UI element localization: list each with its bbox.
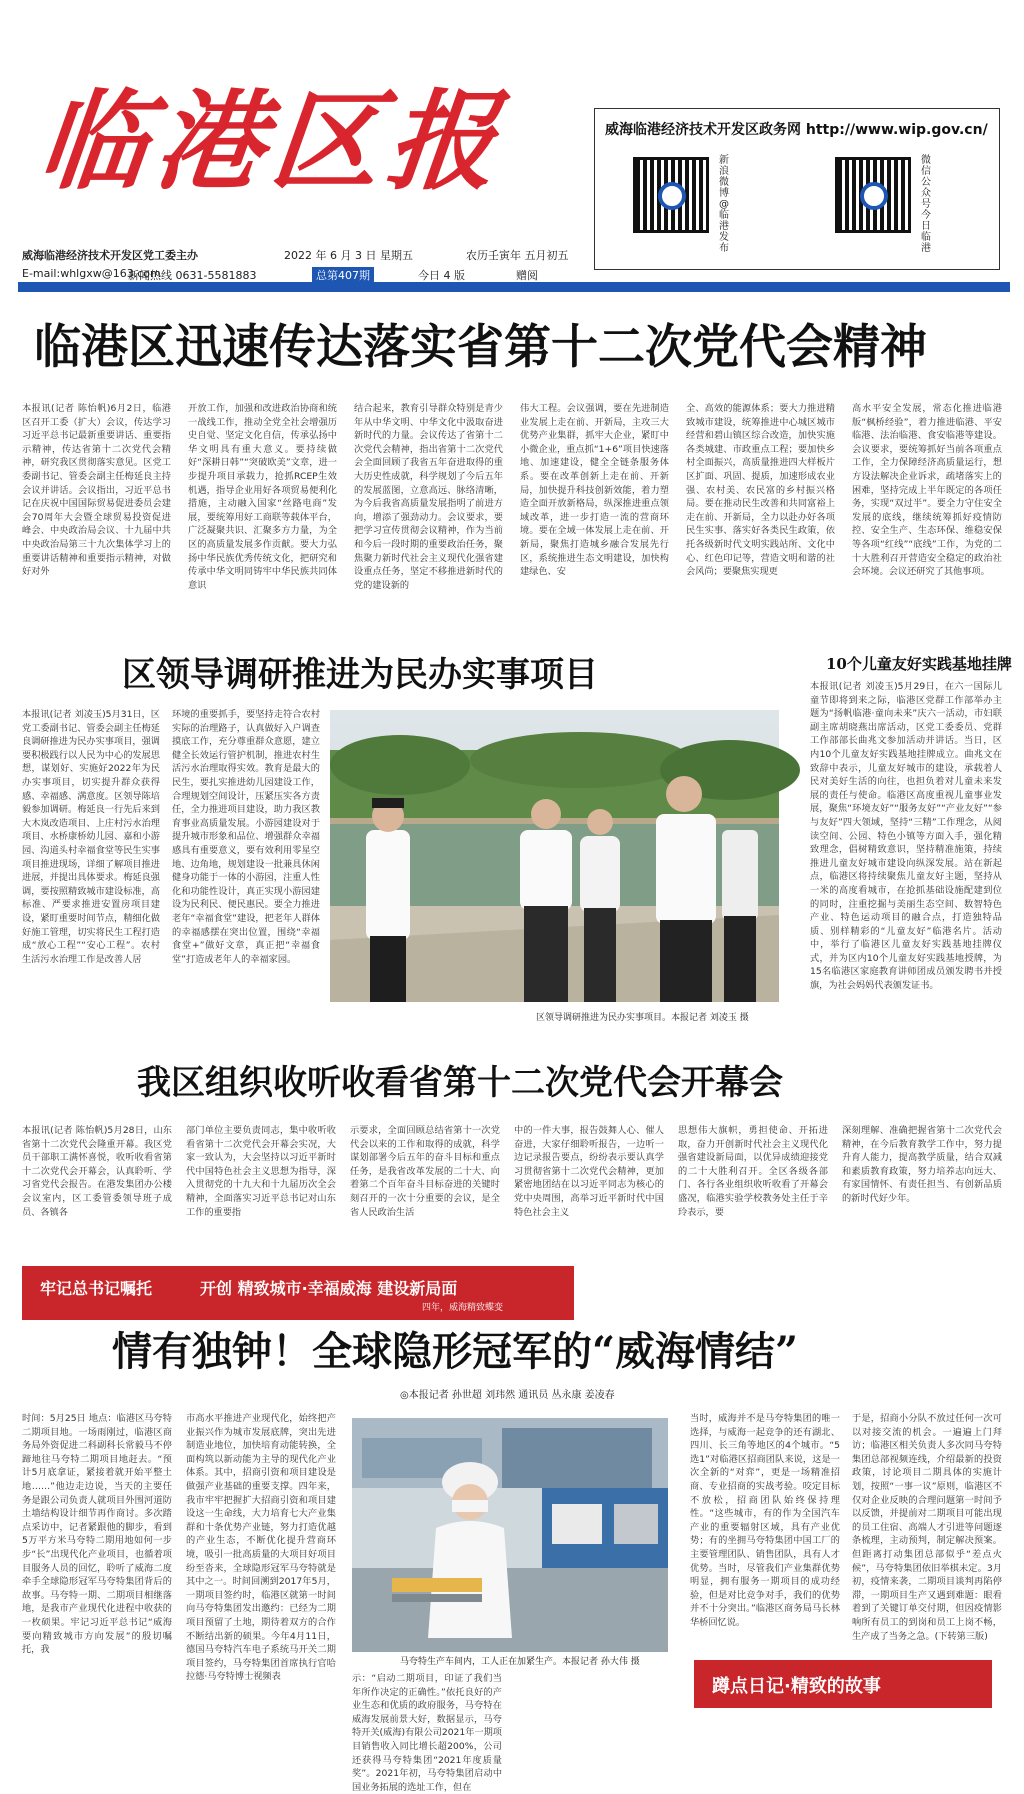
qr-panel bbox=[594, 108, 1000, 270]
qr-label-wechat: 微信公众号今日临港 bbox=[921, 155, 931, 254]
page-count: 今日 4 版 bbox=[418, 269, 465, 282]
hotline: 新闻热线 0631-5581883 bbox=[128, 269, 257, 282]
article1-headline: 临港区迅速传达落实省第十二次党代会精神 bbox=[34, 320, 927, 375]
article2-photo bbox=[330, 710, 779, 1002]
weekday: 星期五 bbox=[380, 249, 413, 262]
article4-column: 思想伟大旗帜，勇担使命、开拓进取，奋力开创新时代社会主义现代化强省建设新局面，以优异成绩迎接党的二十大胜利召开。全区各级各部门、各行各业组织收听收看了开幕会盛况，临港实验学校教务处主任于辛玲表示，要 bbox=[678, 1125, 828, 1218]
column-banner-text: 蹲点日记·精致的故事 bbox=[712, 1676, 881, 1697]
article1-column: 本报讯(记者 陈怡帆)6月2日，临港区召开工委（扩大）会议，传达学习习近平总书记最新重要讲话、重要指示精神，传达省第十二次党代会精神，研究我区贯彻落实意见。区党工委副书记、管委会副主任梅延良主持会议并讲话。会议指出，习近平总书记在庆祝中国国际贸易促进委员会建会70周年大会暨全球贸易投资促进峰会、中央政治局会议、十九届中共中央政治局第三十九次集体学习上的重要讲话精神和重要指示精神，对做好对外 bbox=[22, 403, 171, 578]
article5-column: 于是，招商小分队不放过任何一次可以对接交流的机会。一遍遍上门拜访；临港区相关负责人多次同马夸特集团总部视频连线，介绍最新的投资政策，讨论项目二期具体的实施计划，按照“一事一议”原则，临港区不仅对企业反映的合理问题第一时间予以反馈，并提前对二期项目可能出现的员工住宿、高端人才引进等问题逐条梳理，主动预判，制定解决预案。但距离打动集团总部似乎“差点火候”，马夸特集团依旧举棋未定。3月初，疫情来袭，二期项目谈判再陷停滞，一期项目生产又遇到难题：眼看着到了关键订单交付期，但因疫情影响所有员工的到岗和员工上岗不畅，生产成了当务之急。(下转第三版) bbox=[852, 1413, 1002, 1642]
article5-column: 时间：5月25日 地点：临港区马夸特二期项目地。一场雨刚过，临港区商务局外资促进二科副科长常毅马不停蹄地往马夸特二期项目地赶去。“预计5月底拿证，紧接着就开始平整土地……”他边走边说，当天的主要任务是跟公司负责人就项目外围河道防土墙结构设计细节再作商讨。多次踏点采访中，记者紧跟他的脚步，看到5万平方米马夸特二期用地如何一步步“长”出现代化产业项目，也循着项目服务人员的回忆，聆听了威海二度牵手全球隐形冠军马夸特集团背后的故事。马夸特一期、二期项目相继落地，是我市产业现代化进程中收获的一枚硕果。牢记习近平总书记“威海要向精致城市方向发展”的殷切嘱托，我 bbox=[22, 1413, 172, 1656]
article5-caption: 马夸特生产车间内，工人正在加紧生产。本报记者 孙大伟 摄 bbox=[400, 1657, 640, 1667]
article5-photo bbox=[352, 1418, 668, 1652]
article1-column: 全、高效的能源体系；要大力推进精致城市建设，统筹推进中心城区城市经营和碧山镇区综合改造，加快实施各类城建、市政重点工程；要加快乡村全面振兴，高质量推进四大样板片区扩面、巩固、提质，加速形成农业强、农村美、农民富的乡村振兴格局。要在推动民生改善和共同富裕上走在前、开新局，全力以赴办好各项民生实事、落实好各类民生政策，依托各级新时代文明实践站所、文化中心、红色印记等，营造文明和谐的社会风尚；要聚焦实现更 bbox=[686, 403, 835, 578]
masthead-title: 临港区报 bbox=[33, 79, 511, 205]
publisher: 威海临港经济技术开发区党工委主办 bbox=[22, 249, 198, 262]
article1-column: 结合起来，教育引导群众特别是青少年从中华文明、中华文化中汲取奋进新时代的力量。会议传达了省第十二次党代会精神，指出省第十二次党代会全面回顾了我省五年奋进取得的重大历史性成就，科学规划了今后五年的发展蓝图，立意高远、脉络清晰，为今后我省高质量发展指明了前进方向，增添了强劲动力。会议要求，要把学习宣传贯彻会议精神，作为当前和今后一段时期的重要政治任务，聚焦聚力新时代社会主义现代化强省建设重点任务，坚定不移推进新时代的党的建设新的 bbox=[354, 403, 503, 591]
article2-headline: 区领导调研推进为民办实事项目 bbox=[122, 655, 598, 695]
qr-code-weibo[interactable] bbox=[633, 157, 709, 233]
campaign-banner bbox=[22, 1266, 574, 1320]
issue-number: 总第407期 bbox=[312, 267, 374, 283]
article5-byline: ◎本报记者 孙世超 刘玮然 通讯员 丛永康 姜凌春 bbox=[400, 1390, 615, 1401]
article1-column: 开放工作，加强和改进政治协商和统一战线工作，推动全党全社会增强历史自觉、坚定文化自信，传承弘扬中华文明具有重大意义。要持续做好“深耕日韩”“突破欧美”文章，进一步提升项目承载力，抢抓RCEP生效机遇，指导企业用好各项贸易便利化措施，主动融入国家“丝路电商”发展，要统筹用好工商联等载体平台，广泛凝聚共识、汇聚多方力量，为全区的高质量发展多作贡献。要大力弘扬中华民族优秀传统文化，把研究和传承中华文明同铸牢中华民族共同体意识 bbox=[188, 403, 337, 591]
article3-headline: 10个儿童友好实践基地挂牌 bbox=[826, 655, 1012, 673]
article4-column: 深刻理解、准确把握省第十二次党代会精神，在今后教育教学工作中，努力提升育人能力，提高教学质量，结合双减和素质教育政策，努力培养志向远大、有家国情怀、有责任担当、有创新品质的新时代好少年。 bbox=[842, 1125, 1002, 1204]
banner-slogan-right: 开创 精致城市·幸福威海 建设新局面 bbox=[200, 1279, 458, 1298]
banner-slogan-left: 牢记总书记嘱托 bbox=[40, 1279, 153, 1298]
article3-body: 本报讯(记者 刘凌玉)5月29日，在六一国际儿童节即将到来之际，临港区党群工作部举办主题为“扬帆临港·童向未来”庆六一活动，市妇联副主席胡晓燕出席活动，区党工委委员、党群工作部部长曲兆文参加活动并讲话。当日，区内10个儿童友好实践基地挂牌成立。曲兆文在致辞中表示，儿童友好城市的建设，承载着人民对美好生活的向往，也担负着对儿童未来发展的责任与使命。临港区高度重视儿童事业发展，聚焦“环境友好”“服务友好”“产业友好”“参与友好”四大领域，坚持“三精”工作理念，从阅读空间、公园、特色小镇等方面入手，强化精致理念，倡树精致意识，坚持精准施策，持续推进儿童友好城市建设向纵深发展。站在新起点，临港区将持续聚焦儿童友好主题，坚持从一米的高度看城市，在抢抓基础设施配建到位的同时，注重挖掘与美丽生态空间、数智特色产业、特色运动项目的融合点，打造独特品质、别样精彩的“儿童友好”临港名片。活动中，举行了临港区儿童友好实践基地挂牌仪式，并为区内10个儿童友好实践基地授牌，为15名临港区家庭教育讲师团成员颁发聘书并授旗，为社会妈妈代表颁发证书。 bbox=[810, 681, 1002, 992]
article5-column: 示：“启动二期项目，印证了我们当年所作决定的正确性。”依托良好的产业生态和优质的政府服务，马夸特在威海发展前景大好，数据显示，马夸特开关(威海)有限公司2021年一期项目销售收入同比增长超200%，公司还获得马夸特集团“2021年度质量奖”。2021年初，马夸特集团启动中国业务拓展的选址工作，但在 bbox=[352, 1673, 502, 1793]
article2-caption: 区领导调研推进为民办实事项目。本报记者 刘凌玉 摄 bbox=[536, 1013, 749, 1023]
qr-code-wechat[interactable] bbox=[835, 157, 911, 233]
website-url[interactable]: 威海临港经济技术开发区政务网 http://www.wip.gov.cn/ bbox=[605, 122, 988, 138]
article4-column: 中的一件大事，报告鼓舞人心、催人奋进，大家仔细聆听报告，一边听一边记录报告要点，纷纷表示要认真学习贯彻省第十二次党代会精神，更加紧密地团结在以习近平同志为核心的党中央周围，高举习近平新时代中国特色社会主义 bbox=[514, 1125, 664, 1218]
article4-headline: 我区组织收听收看省第十二次党代会开幕会 bbox=[137, 1063, 783, 1103]
article5-headline: 情有独钟！全球隐形冠军的“威海情结” bbox=[112, 1328, 799, 1375]
article4-column: 示要求，全面回顾总结省第十一次党代会以来的工作和取得的成就，科学谋划部署今后五年的奋斗目标和重点任务，是我省改革发展的二十大、向着第二个百年奋斗目标奋进的关键时刻召开的一次十分重要的会议，是全省人民政治生活 bbox=[350, 1125, 500, 1218]
article1-column: 高水平安全发展，常态化推进临港版“枫桥经验”，着力推进临港、平安临港、法治临港、食安临港等建设。会议要求，要统筹抓好当前各项重点工作，全力保障经济高质量运行，想方设法解决企业诉求，疏堵落实上的困难，坚持完成上半年既定的各项任务，实现“双过半”。要全力守住安全发展的底线，继续统筹抓好疫情防控、安全生产、生态环保、维稳安保等各项“红线”“底线”工作，为党的二十大胜利召开营造安全稳定的政治社会环境。会议还研究了其他事项。 bbox=[852, 403, 1002, 578]
masthead-rule bbox=[18, 282, 1010, 292]
price: 赠阅 bbox=[516, 269, 538, 282]
article1-column: 伟大工程。会议强调，要在先进制造业发展上走在前、开新局，主攻三大优势产业集群，抓牢大企业，紧盯中小微企业，重点抓“1+6”项目快速落地、加速建设，健全全链条服务体系。要在改革创新上走在前、开新局，加快提升科技创新效能，着力塑造全面开放新格局，纵深推进重点领域改革，进一步打造一流的营商环境。要在全域一体发展上走在前、开新局，聚焦打造城乡融合发展先行区，系统推进生态文明建设，加快构建绿色、安 bbox=[520, 403, 669, 578]
column-banner bbox=[694, 1660, 992, 1708]
article2-column: 本报讯(记者 刘凌玉)5月31日，区党工委副书记、管委会副主任梅延良调研推进为民办实事项目，强调要积极践行以人民为中心的发展思想，谋划好、实施好2022年为民办实事项目，切实提升群众获得感、幸福感、满意度。区领导陈培毅参加调研。梅延良一行先后来到大木岚改造项目、上庄村污水治理项目、水桥康桥幼儿园、嘉和小游园、沟道头村幸福食堂等民生实事项目推进现场，详细了解项目推进进展，并提出具体要求。梅延良强调，要按照精致城市建设标准，高标准、严要求推进安置房项目建设，紧盯重要时间节点，精细化做好施工管理，切实将民生工程打造成“放心工程”“安心工程”。农村生活污水治理工作是改善人居 bbox=[22, 709, 160, 965]
article2-column: 环境的重要抓手，要坚持走符合农村实际的治理路子，认真做好入户调查摸底工作，充分尊重群众意愿，建立健全长效运行管护机制，推进农村生活污水治理取得实效。教育是最大的民生，要扎实推进幼儿园建设工作，合理规划空间设计，压紧压实各方责任，全力推进项目建设，助力我区教育事业高质量发展。小游园建设对于提升城市形象和品位、增强群众幸福感具有重要意义，要有效利用零星空地、边角地，规划建设一批兼具休闲健身功能于一体的小游园，注重人性化和功能性设计，真正实现小游园建设为民利民、便民惠民。要全力推进老年“幸福食堂”建设，把老年人群体的幸福感摆在突出位置，围绕“幸福食堂+”做好文章，真正把“幸福食堂”打造成老年人的幸福家园。 bbox=[172, 709, 320, 965]
banner-subtitle: 四年，威海精致蝶变 bbox=[422, 1303, 504, 1313]
article4-column: 部门单位主要负责同志，集中收听收看省第十二次党代会开幕会实况，大家一致认为，大会坚持以习近平新时代中国特色社会主义思想为指导，深入贯彻党的十九大和十九届历次全会精神，全面落实习近平总书记对山东工作的重要指 bbox=[186, 1125, 336, 1218]
qr-label-weibo: 新浪微博@临港发布 bbox=[719, 155, 729, 254]
article5-column: 当时，威海并不是马夸特集团的唯一选择，与威海一起竞争的还有湖北、四川、长三角等地区的4个城市。“5选1”对临港区招商团队来说，这是一次全新的“对弈”，更是一场精准招商、专业招商的实战考验。咬定目标不放松，招商团队始终保持理性。“这些城市，有的作为全国汽车产业的重要辐射区域，具有产业优势；有的坐拥马夸特集团中国工厂的主要管理团队、销售团队，具有人才优势。当时，尽管我们产业集群优势明显，拥有服务一期项目的成功经验，但是对比竞争对手，我们的优势并不十分突出。”临港区商务局马长林华桥回忆说。 bbox=[690, 1413, 840, 1628]
lunar-date: 农历壬寅年 五月初五 bbox=[466, 249, 569, 262]
article4-column: 本报讯(记者 陈怡帆)5月28日，山东省第十二次党代会隆重开幕。我区党员干部职工满怀喜悦，收听收看省第十二次党代会开幕会，认真聆听、学习省党代会报告。在港发集团办公楼会议室内，区工委管委领导班子成员、各镇各 bbox=[22, 1125, 172, 1218]
issue-date: 2022 年 6 月 3 日 bbox=[284, 249, 377, 262]
article5-column: 市高水平推进产业现代化，始终把产业振兴作为城市发展底牌，突出先进制造业地位，加快培育动能转换，全面构筑以新动能为主导的现代化产业体系。其中，招商引资和项目建设是做强产业基础的重要支撑。四年来，我市牢牢把握扩大招商引资和项目建设这一生命线，大力培育七大产业集群和十条优势产业链，努力打造优越的产业生态，不断优化提升营商环境，吸引一批高质量的大项目好项目纷至沓来，全球隐形冠军马夸特就是其中之一。时间回溯到2017年5月，一期项目签约时，临港区就第一时间向马夸特集团发出邀约：已经为二期项目预留了土地，期待着双方的合作不断结出新的硕果。今年4月11日，德国马夸特汽车电子系统马开关二期项目签约，马夸特集团首席执行官哈拉德·马夸特博士视频表 bbox=[186, 1413, 336, 1683]
email: E-mail:whlgxw@163.com bbox=[22, 267, 161, 280]
